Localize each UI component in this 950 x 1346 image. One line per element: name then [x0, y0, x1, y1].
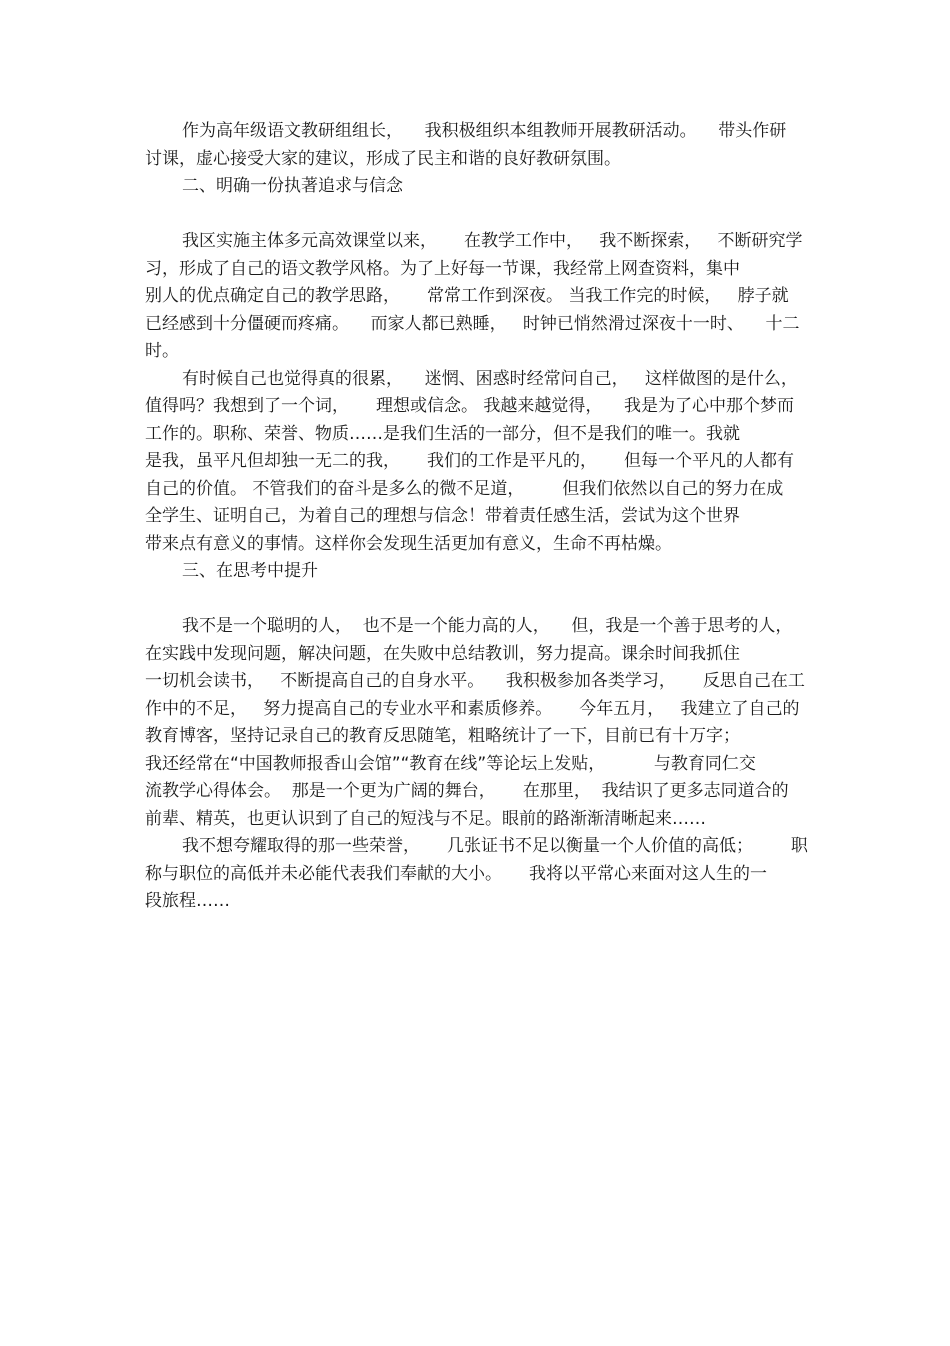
paragraph-3-line-3: 工作的。职称、荣誉、物质……是我们生活的一部分，但不是我们的唯一。我就 — [145, 423, 740, 444]
paragraph-3-line-7: 带来点有意义的事情。这样你会发现生活更加有意义，生命不再枯燥。 — [145, 533, 672, 554]
paragraph-3-line-5: 自己的价值。 不管我们的奋斗是多么的微不足道， 但我们依然以自己的努力在成 — [145, 478, 784, 499]
paragraph-2-line-2: 习，形成了自己的语文教学风格。为了上好每一节课，我经常上网查资料，集中 — [145, 258, 740, 279]
paragraph-3-line-1: 有时候自己也觉得真的很累， 迷惘、困惑时经常问自己， 这样做图的是什么， — [182, 368, 798, 389]
section-heading-2: 二、明确一份执著追求与信念 — [182, 176, 403, 196]
paragraph-3-line-6: 全学生、证明自己，为着自己的理想与信念！带着责任感生活，尝试为这个世界 — [145, 506, 740, 526]
paragraph-2-line-3: 别人的优点确定自己的教学思路， 常常工作到深夜。 当我工作完的时候， 脖子就 — [145, 286, 789, 306]
paragraph-3-line-4: 是我，虽平凡但却独一无二的我， 我们的工作是平凡的， 但每一个平凡的人都有 — [145, 451, 795, 471]
section-heading-3: 三、在思考中提升 — [182, 561, 318, 581]
paragraph-1-line-2: 讨课，虚心接受大家的建议，形成了民主和谐的良好教研氛围。 — [145, 148, 621, 169]
paragraph-4-line-2: 在实践中发现问题，解决问题，在失败中总结教训，努力提高。课余时间我抓住 — [145, 643, 740, 664]
paragraph-4-line-4: 作中的不足， 努力提高自己的专业水平和素质修养。 今年五月， 我建立了自己的 — [145, 698, 800, 719]
paragraph-5-line-1: 我不想夸耀取得的那一些荣誉， 几张证书不足以衡量一个人价值的高低； 职 — [182, 836, 808, 856]
paragraph-4-line-3: 一切机会读书， 不断提高自己的自身水平。 我积极参加各类学习， 反思自己在工 — [145, 671, 805, 691]
paragraph-4-line-5: 教育博客，坚持记录自己的教育反思随笔，粗略统计了一下，目前已有十万字； — [145, 726, 740, 746]
paragraph-3-line-2: 值得吗？我想到了一个词， 理想或信念。 我越来越觉得， 我是为了心中那个梦而 — [145, 396, 795, 416]
document-body — [145, 118, 815, 916]
blank-line — [145, 586, 815, 614]
paragraph-4-line-6: 我还经常在“中国教师报香山会馆”“教育在线”等论坛上发贴， 与教育同仁交 — [145, 753, 756, 774]
paragraph-4-line-1: 我不是一个聪明的人， 也不是一个能力高的人， 但，我是一个善于思考的人， — [182, 616, 793, 636]
paragraph-5-line-2: 称与职位的高低并未必能代表我们奉献的大小。 我将以平常心来面对这人生的一 — [145, 863, 768, 884]
paragraph-4-line-7: 流教学心得体会。 那是一个更为广阔的舞台， 在那里， 我结识了更多志同道合的 — [145, 781, 789, 801]
paragraph-2-line-5: 时。 — [145, 341, 179, 361]
paragraph-2-line-1: 我区实施主体多元高效课堂以来， 在教学工作中， 我不断探索， 不断研究学 — [182, 231, 803, 251]
blank-line — [145, 201, 815, 229]
paragraph-1-line-1: 作为高年级语文教研组组长， 我积极组织本组教师开展教研活动。 带头作研 — [182, 121, 787, 141]
paragraph-5-line-3: 段旅程…… — [145, 891, 230, 911]
paragraph-2-line-4: 已经感到十分僵硬而疼痛。 而家人都已熟睡， 时钟已悄然滑过深夜十一时、 十二 — [145, 313, 800, 334]
paragraph-4-line-8: 前辈、精英，也更认识到了自己的短浅与不足。眼前的路渐渐清晰起来…… — [145, 808, 706, 829]
